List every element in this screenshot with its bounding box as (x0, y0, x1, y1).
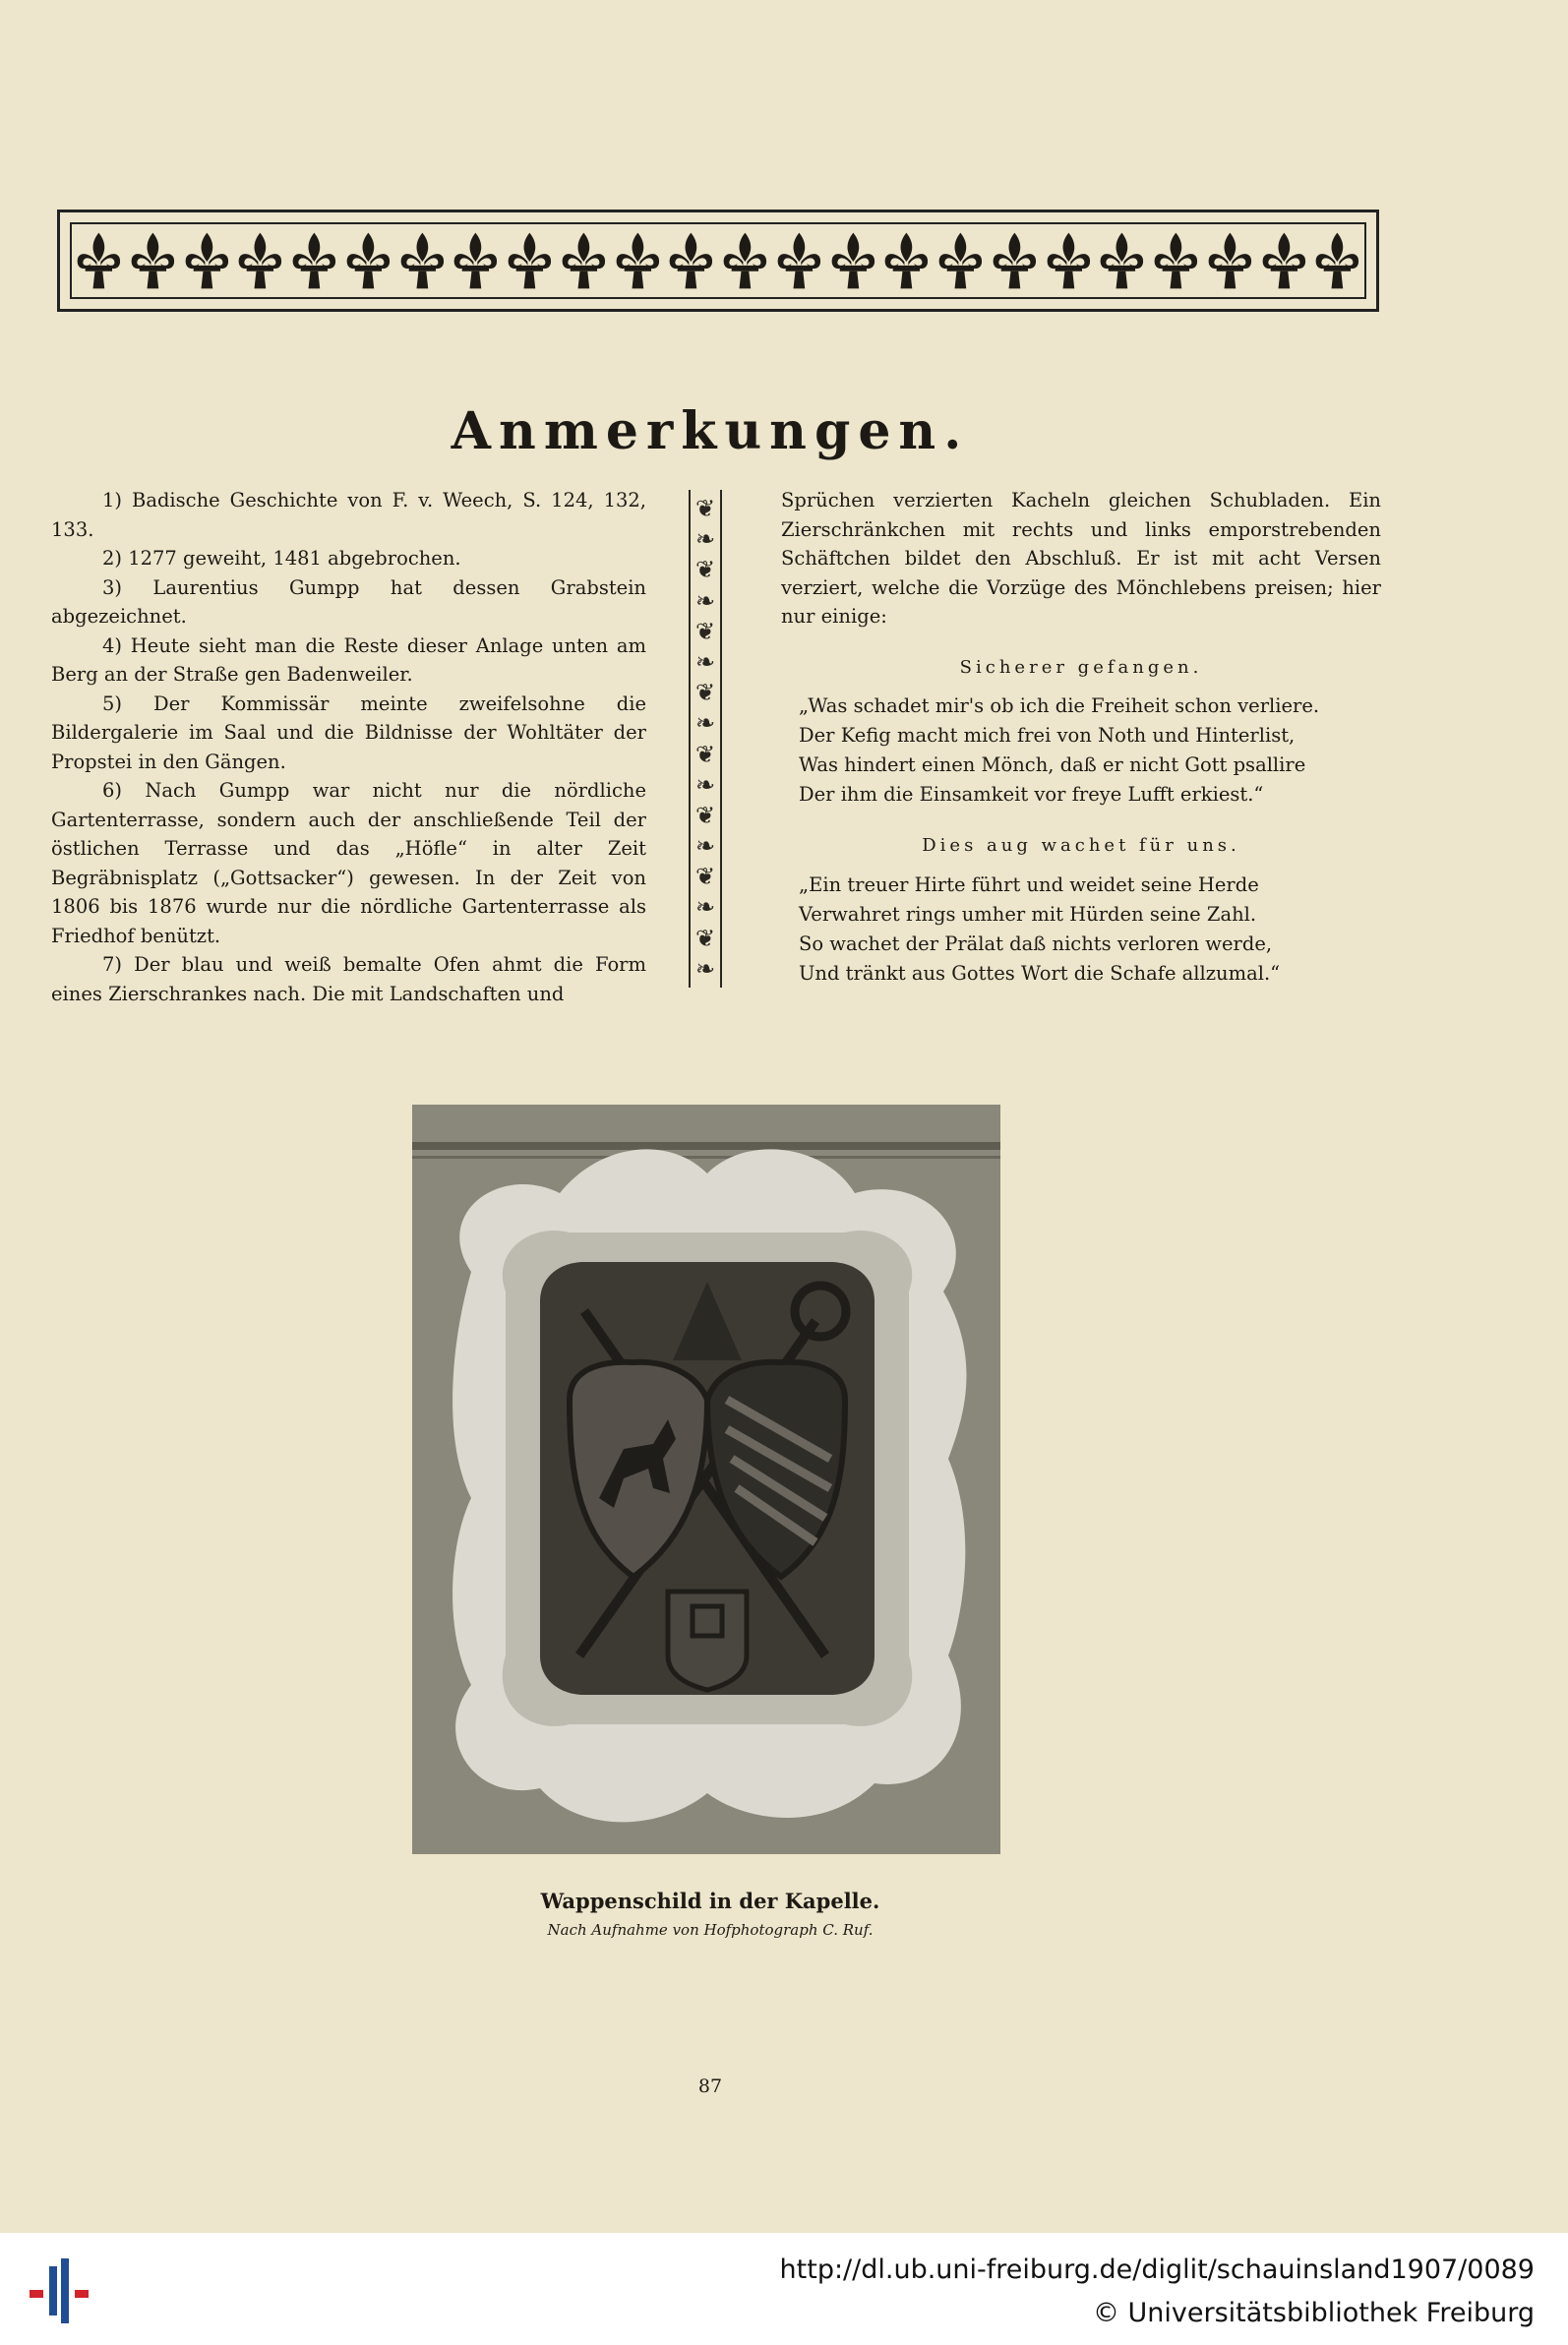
poem-2 (799, 871, 1381, 989)
ornament-glyph-icon: ❧ (694, 893, 716, 922)
coat-of-arms-photograph (412, 1105, 1000, 1854)
permalink-url[interactable]: http://dl.ub.uni-freiburg.de/diglit/schauinsland1907/0089 (779, 2255, 1535, 2285)
fleur-de-lis-icon (611, 228, 665, 293)
ornament-glyph-icon: ❦ (694, 740, 716, 768)
fleur-de-lis-icon (934, 228, 988, 293)
fleur-de-lis-icon (1310, 228, 1364, 293)
poem-1-title: Sicherer gefangen. (959, 656, 1203, 678)
copyright-notice: © Universitätsbibliothek Freiburg (1092, 2298, 1535, 2328)
fleur-de-lis-icon (449, 228, 503, 293)
poem-line: So wachet der Prälat daß nichts verloren werde, (799, 932, 1273, 955)
poem-line: Und tränkt aus Gottes Wort die Schafe allzumal.“ (799, 961, 1281, 985)
fleur-de-lis-icon (664, 228, 718, 293)
ornament-glyph-icon: ❦ (694, 617, 716, 645)
vertical-ornament-divider (689, 490, 722, 988)
fleur-de-lis-icon (826, 228, 880, 293)
fleur-de-lis-icon (287, 228, 341, 293)
note-2: 2) 1277 geweiht, 1481 abgebrochen. (102, 547, 461, 570)
ornament-glyph-icon: ❧ (694, 709, 716, 738)
poem-line: Verwahret rings umher mit Hürden seine Zahl. (799, 902, 1257, 926)
fleur-de-lis-icon (557, 228, 611, 293)
coat-of-arms-illustration (412, 1105, 1000, 1854)
fleur-de-lis-icon (879, 228, 934, 293)
ornament-glyph-icon: ❧ (694, 647, 716, 676)
page-number: 87 (697, 2075, 723, 2097)
ornament-glyph-icon: ❧ (694, 770, 716, 799)
poem-2-title: Dies aug wachet für uns. (922, 835, 1240, 856)
ornament-glyph-icon: ❧ (694, 954, 716, 983)
notes-left-column (51, 486, 646, 1008)
note-5: 5) Der Kommissär meinte zweifelsohne die Bildergalerie im Saal und die Bildnisse der Wohltäter der Propstei in den Gängen. (51, 691, 646, 773)
fleur-de-lis-frieze (70, 222, 1366, 299)
notes-right-column (781, 486, 1381, 989)
ornament-glyph-icon: ❦ (694, 495, 716, 522)
fleur-de-lis-icon (1257, 228, 1311, 293)
fleur-de-lis-icon (503, 228, 557, 293)
ornament-glyph-icon: ❦ (694, 556, 716, 584)
fleur-de-lis-icon (233, 228, 287, 293)
fleur-de-lis-icon (72, 228, 126, 293)
library-footer (0, 2233, 1568, 2345)
fleur-de-lis-icon (718, 228, 772, 293)
ornament-glyph-icon: ❧ (694, 586, 716, 615)
ornament-glyph-icon: ❦ (694, 924, 716, 952)
fleur-de-lis-icon (1042, 228, 1096, 293)
ub-freiburg-logo-icon (22, 2251, 100, 2329)
figure-caption: Wappenschild in der Kapelle. (540, 1889, 880, 1913)
fleur-de-lis-icon (1203, 228, 1257, 293)
ornament-glyph-icon: ❧ (694, 525, 716, 554)
fleur-de-lis-icon (180, 228, 234, 293)
note-6: 6) Nach Gumpp war nicht nur die nördliche Gartenterrasse, sondern auch der anschließende Teil der östlichen Terrasse und das „Höfle“ in alter Zeit Begräbnisplatz („Gottsacker“) gewesen. In der Zeit von 1806 bis 1876 wurde nur die nördliche Gartenterrasse als Friedhof benützt. (51, 779, 646, 947)
fleur-de-lis-icon (341, 228, 395, 293)
poem-line: Der Kefig macht mich frei von Noth und Hinterlist, (799, 724, 1296, 747)
note-4: 4) Heute sieht man die Reste dieser Anlage unten am Berg an der Straße gen Badenweiler. (51, 633, 646, 686)
note-3: 3) Laurentius Gumpp hat dessen Grabstein abgezeichnet. (51, 575, 646, 628)
poem-line: Der ihm die Einsamkeit vor freye Lufft erkiest.“ (799, 783, 1264, 806)
fleur-de-lis-icon (126, 228, 180, 293)
fleur-de-lis-icon (395, 228, 450, 293)
note-7-continued: Sprüchen verzierten Kacheln gleichen Schubladen. Ein Zierschränkchen mit rechts und links emporstrebenden Schäftchen bildet den Abschluß. Er ist mit acht Versen verziert, welche die Vorzüge des Mönchlebens preisen; hier nur einige: (781, 489, 1381, 628)
figure-credit: Nach Aufnahme von Hofphotograph C. Ruf. (547, 1921, 874, 1939)
fleur-de-lis-icon (1149, 228, 1203, 293)
ornament-glyph-icon: ❦ (694, 863, 716, 891)
fleur-de-lis-icon (1095, 228, 1149, 293)
note-1: 1) Badische Geschichte von F. v. Weech, S. 124, 132, 133. (51, 489, 646, 541)
ornamental-header-band (57, 210, 1379, 312)
fleur-de-lis-icon (988, 228, 1042, 293)
poem-line: „Ein treuer Hirte führt und weidet seine Herde (799, 872, 1259, 896)
note-7: 7) Der blau und weiß bemalte Ofen ahmt die Form eines Zierschrankes nach. Die mit Landschaften und (51, 953, 646, 1005)
poem-line: „Was schadet mir's ob ich die Freiheit schon verliere. (799, 694, 1320, 717)
page-title: Anmerkungen. (451, 401, 970, 461)
poem-1 (799, 691, 1381, 810)
ornament-glyph-icon: ❦ (694, 801, 716, 829)
ornament-glyph-icon: ❦ (694, 679, 716, 707)
fleur-de-lis-icon (772, 228, 826, 293)
poem-line: Was hindert einen Mönch, daß er nicht Gott psallire (799, 753, 1306, 776)
ornament-glyph-icon: ❧ (694, 832, 716, 861)
